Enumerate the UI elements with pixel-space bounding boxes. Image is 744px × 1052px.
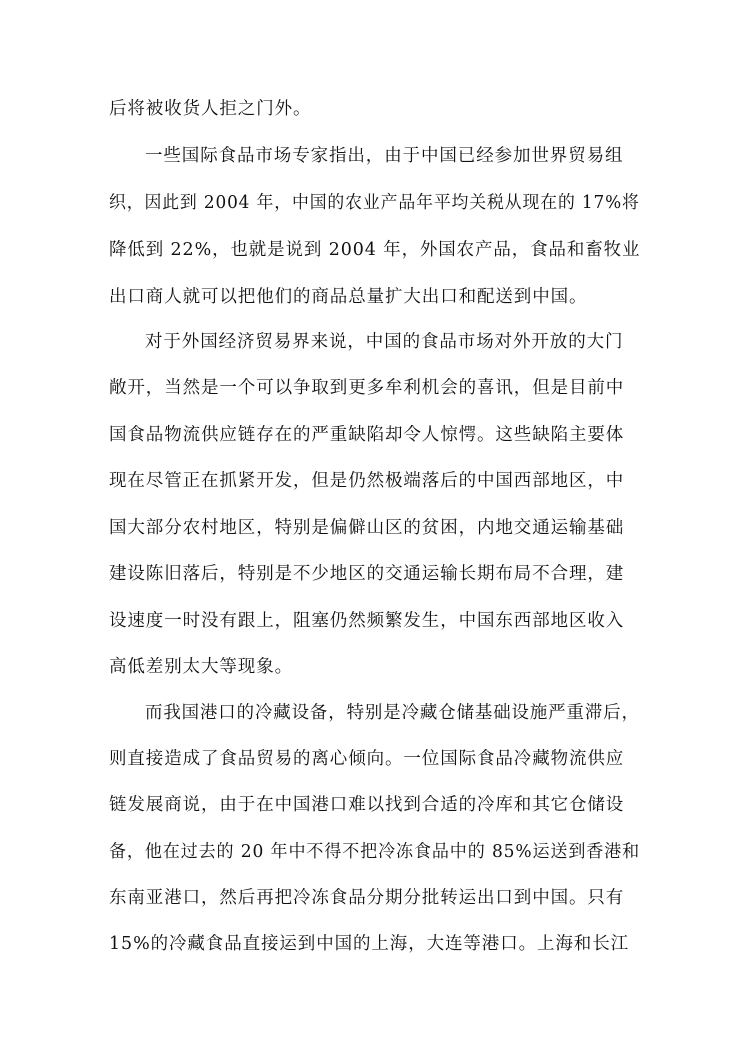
paragraph-line: 出口商人就可以把他们的商品总量扩大出口和配送到中国。: [109, 287, 588, 307]
paragraph-line: 敞开，当然是一个可以争取到更多牟利机会的喜讯，但是目前中: [109, 378, 625, 398]
paragraph-line: 后将被收货人拒之门外。: [109, 99, 312, 119]
paragraph-line: 而我国港口的冷藏设备，特别是冷藏仓储基础设施严重滞后，: [145, 703, 640, 723]
paragraph-line: 现在尽管正在抓紧开发，但是仍然极端落后的中国西部地区，中: [109, 471, 625, 491]
paragraph-line: 东南亚港口，然后再把冷冻食品分期分批转运出口到中国。只有: [109, 888, 625, 908]
paragraph-line: 15%的冷藏食品直接运到中国的上海，大连等港口。上海和长江: [109, 934, 629, 954]
paragraph-line: 则直接造成了食品贸易的离心倾向。一位国际食品冷藏物流供应: [109, 749, 625, 769]
paragraph-line: 国食品物流供应链存在的严重缺陷却令人惊愕。这些缺陷主要体: [109, 425, 625, 445]
paragraph-line: 建设陈旧落后，特别是不少地区的交通运输长期布局不合理，建: [109, 564, 625, 584]
paragraph-line: 备，他在过去的 20 年中不得不把冷冻食品中的 85%运送到香港和: [109, 842, 641, 862]
paragraph-line: 高低差别太大等现象。: [109, 657, 293, 677]
paragraph-line: 国大部分农村地区，特别是偏僻山区的贫困，内地交通运输基础: [109, 518, 625, 538]
paragraph-line: 链发展商说，由于在中国港口难以找到合适的冷库和其它仓储设: [109, 795, 625, 815]
paragraph-line: 设速度一时没有跟上，阻塞仍然频繁发生，中国东西部地区收入: [109, 611, 625, 631]
paragraph-line: 对于外国经济贸易界来说，中国的食品市场对外开放的大门: [145, 332, 624, 352]
paragraph-line: 一些国际食品市场专家指出，由于中国已经参加世界贸易组: [145, 146, 624, 166]
paragraph-line: 降低到 22%，也就是说到 2004 年，外国农产品，食品和畜牧业: [109, 240, 641, 260]
paragraph-line: 织，因此到 2004 年，中国的农业产品年平均关税从现在的 17%将: [109, 193, 640, 213]
